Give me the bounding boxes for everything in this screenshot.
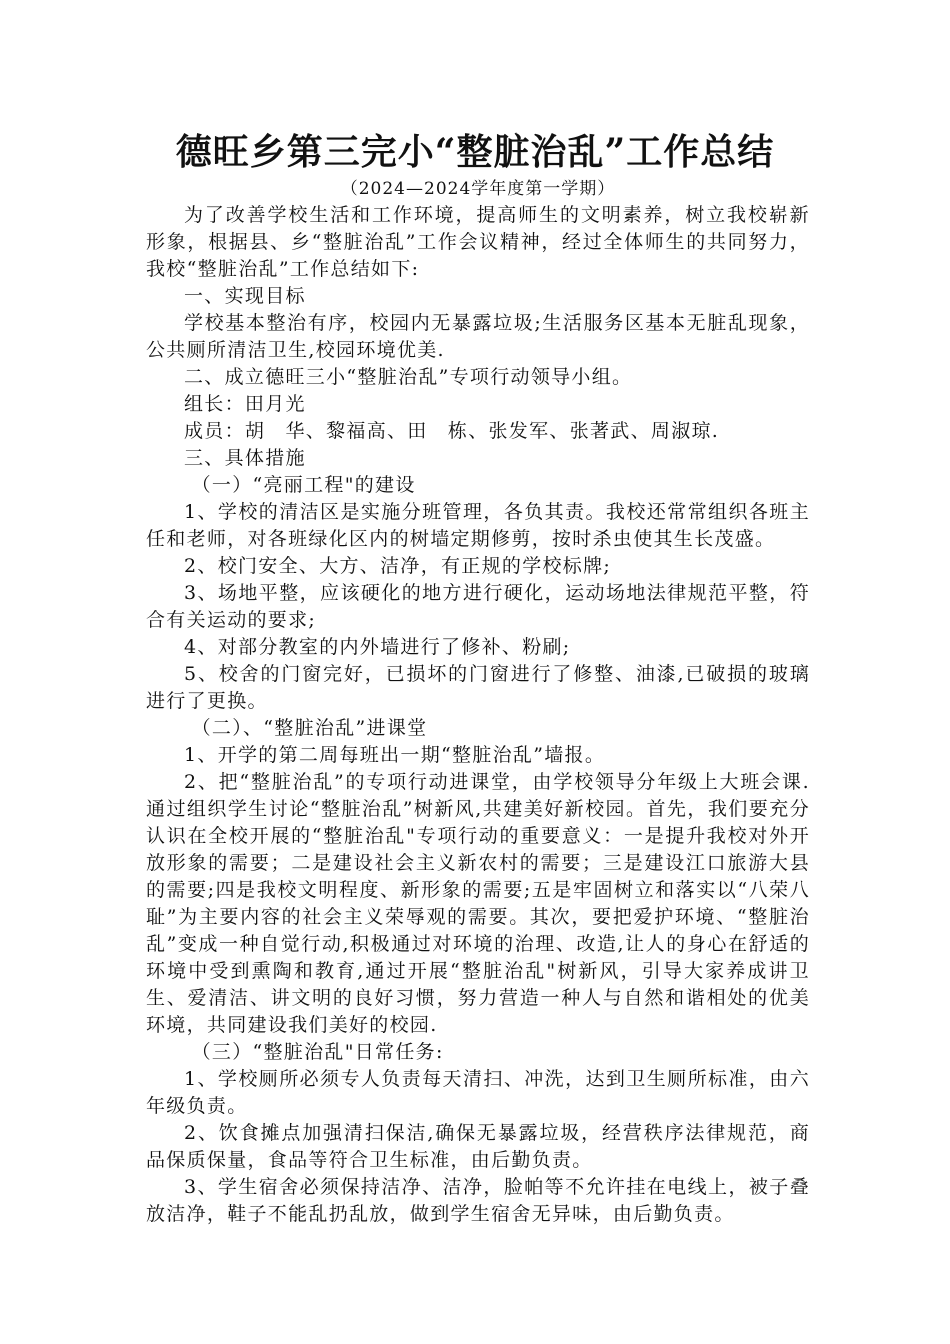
measure-item: 2、校门安全、大方、洁净，有正规的学校标牌; bbox=[184, 555, 612, 577]
measure-item: 1、学校的清洁区是实施分班管理，各负其责。我校还常常组织各班主任和老师，对各班绿化区内的树墙定期修剪，按时杀虫使其生长茂盛。 bbox=[146, 501, 810, 550]
subsection-heading-3: （三）“整脏治乱"日常任务: bbox=[191, 1041, 444, 1063]
measure-item: 2、把“整脏治乱”的专项行动进课堂，由学校领导分年级上大班会课.通过组织学生讨论“整脏治乱”树新风,共建美好新校园。首先，我们要充分认识在全校开展的“整脏治乱"专项行动的重要意义：一是提升我校对外开放形象的需要；二是建设社会主义新农村的需要；三是建设江口旅游大县的需要;四是我校文明程度、新形象的需要;五是牢固树立和落实以“八荣八耻”为主要内容的社会主义荣辱观的需要。其次，要把爱护环境、“整脏治乱”变成一种自觉行动,积极通过对环境的治理、改造,让人的身心在舒适的环境中受到熏陶和教育,通过开展“整脏治乱"树新风，引导大家养成讲卫生、爱清洁、讲文明的良好习惯，努力营造一种人与自然和谐相处的优美环境，共同建设我们美好的校园. bbox=[146, 771, 810, 1036]
measure-item: 4、对部分教室的内外墙进行了修补、粉刷; bbox=[184, 636, 571, 658]
section-heading-leadership: 二、成立德旺三小“整脏治乱”专项行动领导小组。 bbox=[184, 366, 633, 388]
subsection-heading-2: （二）、“整脏治乱”进课堂 bbox=[191, 717, 428, 739]
goals-paragraph: 学校基本整治有序，校园内无暴露垃圾;生活服务区基本无脏乱现象，公共厕所清洁卫生,校园环境优美. bbox=[146, 312, 810, 361]
subsection-heading-1: （一）“亮丽工程"的建设 bbox=[191, 474, 416, 496]
group-members: 成员：胡 华、黎福高、田 栋、张发军、张著武、周淑琼. bbox=[184, 420, 720, 442]
section-heading-measures: 三、具体措施 bbox=[184, 447, 306, 469]
group-leader: 组长：田月光 bbox=[184, 393, 306, 415]
measure-item: 3、场地平整，应该硬化的地方进行硬化，运动场地法律规范平整，符合有关运动的要求; bbox=[146, 582, 810, 631]
measure-item: 2、饮食摊点加强清扫保洁,确保无暴露垃圾，经营秩序法律规范，商品保质保量，食品等符合卫生标准，由后勤负责。 bbox=[146, 1122, 810, 1171]
intro-paragraph: 为了改善学校生活和工作环境，提高师生的文明素养，树立我校崭新形象，根据县、乡“整脏治乱”工作会议精神，经过全体师生的共同努力，我校“整脏治乱”工作总结如下: bbox=[146, 204, 810, 280]
measure-item: 5、校舍的门窗完好，已损坏的门窗进行了修整、油漆,已破损的玻璃进行了更换。 bbox=[146, 663, 810, 712]
document-subtitle: （2024—2024学年度第一学期） bbox=[340, 179, 616, 199]
measure-item: 3、学生宿舍必须保持洁净、洁净，脸帕等不允许挂在电线上，被子叠放洁净，鞋子不能乱扔乱放，做到学生宿舍无异味，由后勤负责。 bbox=[146, 1176, 810, 1225]
document-title: 德旺乡第三完小“整脏治乱”工作总结 bbox=[175, 131, 775, 173]
measure-item: 1、开学的第二周每班出一期“整脏治乱”墙报。 bbox=[184, 744, 606, 766]
document-page bbox=[146, 128, 810, 1228]
measure-item: 1、学校厕所必须专人负责每天清扫、冲洗，达到卫生厕所标准，由六年级负责。 bbox=[146, 1068, 810, 1117]
section-heading-goals: 一、实现目标 bbox=[184, 285, 306, 307]
